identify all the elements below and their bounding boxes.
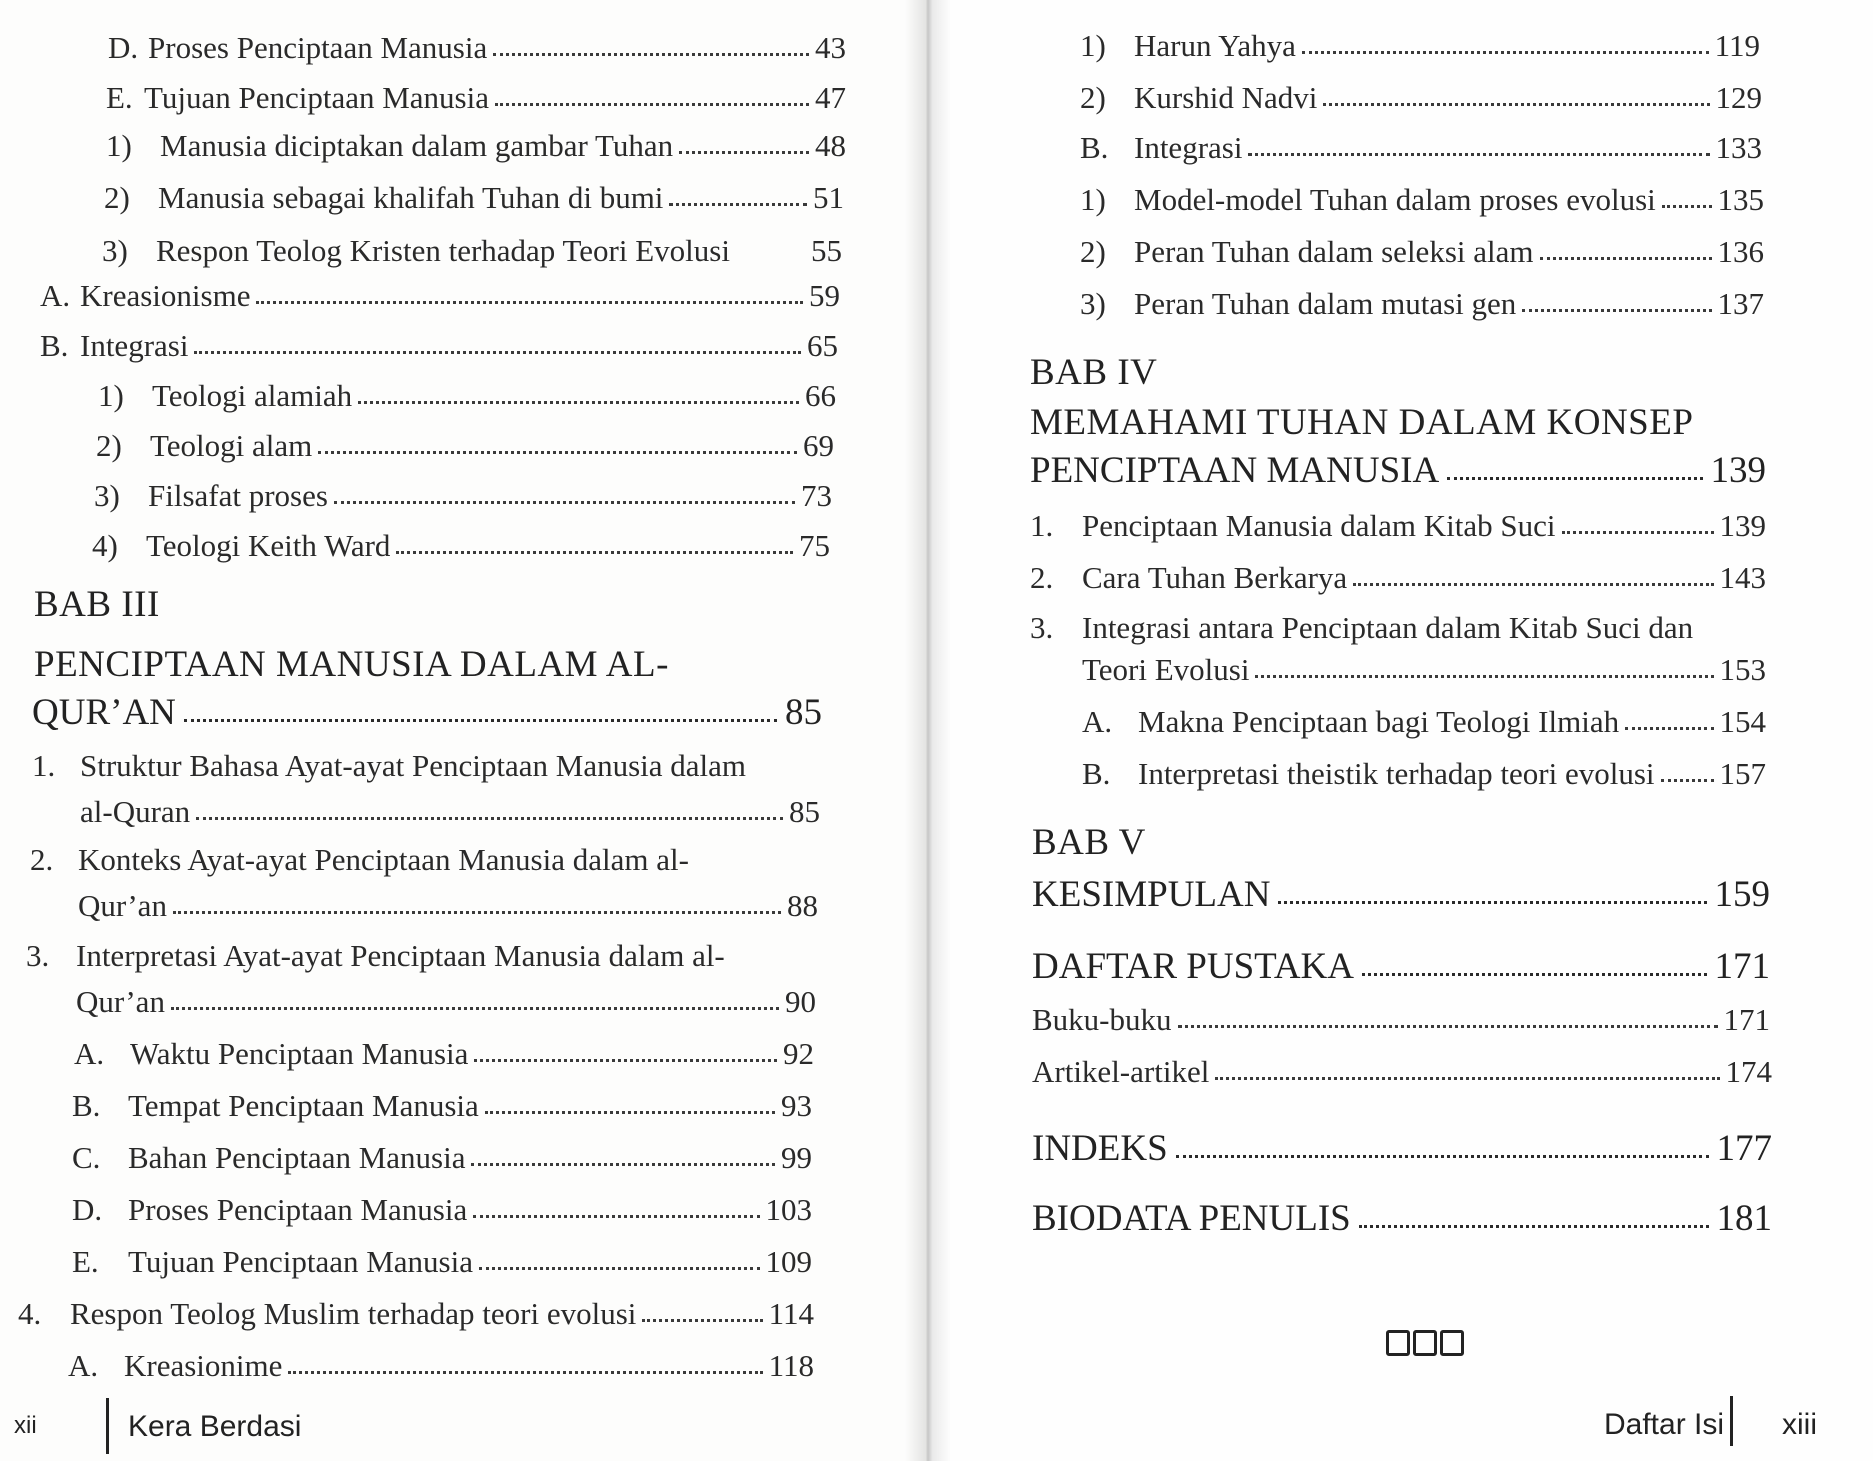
entry-number: A. xyxy=(74,1036,105,1071)
toc-entry[interactable] xyxy=(72,1192,812,1228)
toc-entry[interactable] xyxy=(72,1140,812,1176)
toc-entry[interactable] xyxy=(1082,652,1766,688)
entry-page: 174 xyxy=(1725,1054,1772,1089)
leader-dots xyxy=(194,343,801,354)
index-entry[interactable] xyxy=(1032,1128,1772,1170)
entry-number: B. xyxy=(1080,130,1109,165)
leader-dots xyxy=(1362,965,1707,976)
toc-entry[interactable] xyxy=(96,428,834,464)
toc-entry[interactable] xyxy=(40,278,840,314)
leader-dots xyxy=(736,251,805,259)
entry-page: 137 xyxy=(1717,286,1764,321)
running-title: Kera Berdasi xyxy=(128,1410,302,1443)
leader-dots xyxy=(1447,469,1702,480)
entry-title-cont: Teori Evolusi xyxy=(1082,652,1250,687)
leader-dots xyxy=(669,195,807,206)
leader-dots xyxy=(1540,249,1712,260)
entry-number: 2) xyxy=(1080,234,1106,269)
toc-entry[interactable] xyxy=(106,128,846,164)
chapter-label: BAB V xyxy=(1032,822,1146,863)
entry-page: 93 xyxy=(781,1088,812,1123)
entry-number: B. xyxy=(1082,756,1111,791)
entry-number: 3) xyxy=(1080,286,1106,321)
entry-title: Kreasionisme xyxy=(80,278,251,313)
leader-dots xyxy=(196,809,783,820)
entry-title: Respon Teolog Kristen terhadap Teori Evolusi xyxy=(156,233,730,268)
entry-page: 51 xyxy=(813,180,844,215)
leader-dots xyxy=(288,1363,762,1374)
toc-entry[interactable] xyxy=(1030,560,1766,596)
entry-title: Artikel-artikel xyxy=(1032,1054,1210,1089)
entry-number: 3. xyxy=(1030,610,1054,645)
entry-number: E. xyxy=(72,1244,99,1279)
chapter-entry[interactable] xyxy=(32,692,822,734)
entry-number: A. xyxy=(40,278,71,313)
entry-page: 90 xyxy=(785,984,816,1019)
chapter-entry[interactable] xyxy=(1030,450,1766,492)
entry-title-cont: Qur’an xyxy=(76,984,165,1019)
entry-page: 139 xyxy=(1719,508,1766,543)
index-page: 177 xyxy=(1716,1128,1772,1169)
toc-entry[interactable] xyxy=(1032,1054,1772,1090)
entry-title: Tujuan Penciptaan Manusia xyxy=(144,80,489,115)
toc-entry[interactable] xyxy=(76,984,816,1020)
bibliography-entry[interactable] xyxy=(1032,946,1770,988)
entry-page: 129 xyxy=(1715,80,1762,115)
toc-entry[interactable] xyxy=(1080,286,1764,322)
page-number: xiii xyxy=(1782,1408,1817,1441)
entry-title: Integrasi xyxy=(1134,130,1243,165)
entry-title: Struktur Bahasa Ayat-ayat Penciptaan Manusia dalam xyxy=(80,748,747,783)
toc-entry-line xyxy=(26,938,725,974)
entry-number: D. xyxy=(72,1192,103,1227)
leader-dots xyxy=(679,143,809,154)
chapter-label: BAB III xyxy=(34,584,160,625)
leader-dots xyxy=(358,393,799,404)
bibliography-page: 171 xyxy=(1714,946,1770,987)
chapter-title-line2: PENCIPTAAN MANUSIA xyxy=(1030,450,1440,491)
entry-title: Kreasionime xyxy=(124,1348,283,1383)
toc-entry[interactable] xyxy=(1080,130,1762,166)
entry-page: 75 xyxy=(799,528,830,563)
entry-page: 143 xyxy=(1719,560,1766,595)
entry-page: 154 xyxy=(1719,704,1766,739)
leader-dots xyxy=(1353,575,1713,586)
entry-title: Waktu Penciptaan Manusia xyxy=(130,1036,469,1071)
entry-number: B. xyxy=(40,328,69,363)
entry-number: 2) xyxy=(1080,80,1106,115)
chapter-title: PENCIPTAAN MANUSIA DALAM AL- xyxy=(34,644,669,685)
toc-entry[interactable] xyxy=(104,180,844,216)
entry-title: Teologi alamiah xyxy=(152,378,353,413)
entry-number: 1. xyxy=(1030,508,1054,543)
entry-page: 133 xyxy=(1715,130,1762,165)
chapter-label: BAB IV xyxy=(1030,352,1158,393)
toc-entry-line xyxy=(32,748,746,784)
entry-page: 157 xyxy=(1719,756,1766,791)
leader-dots xyxy=(479,1259,760,1270)
entry-title: Kurshid Nadvi xyxy=(1134,80,1318,115)
leader-dots xyxy=(1248,145,1709,156)
leader-dots xyxy=(642,1311,762,1322)
entry-number: D. xyxy=(108,30,139,65)
entry-title: Manusia sebagai khalifah Tuhan di bumi xyxy=(158,180,664,215)
toc-entry-line xyxy=(30,842,689,878)
leader-dots xyxy=(1302,43,1709,54)
leader-dots xyxy=(1323,95,1709,106)
leader-dots xyxy=(171,999,779,1010)
entry-title: Peran Tuhan dalam seleksi alam xyxy=(1134,234,1534,269)
leader-dots xyxy=(318,443,797,454)
entry-number: 1) xyxy=(1080,182,1106,217)
entry-title: Peran Tuhan dalam mutasi gen xyxy=(1134,286,1517,321)
entry-title: Interpretasi theistik terhadap teori evolusi xyxy=(1138,756,1655,791)
entry-number: 1) xyxy=(1080,28,1106,63)
toc-entry[interactable] xyxy=(108,30,846,66)
toc-entry[interactable] xyxy=(40,328,838,364)
chapter-page: 159 xyxy=(1714,874,1770,915)
leader-dots xyxy=(493,45,809,56)
entry-page: 135 xyxy=(1717,182,1764,217)
leader-dots xyxy=(1625,719,1713,730)
leader-dots xyxy=(1215,1069,1719,1080)
entry-title: Konteks Ayat-ayat Penciptaan Manusia dalam al- xyxy=(78,842,689,877)
toc-entry[interactable] xyxy=(1080,28,1760,64)
entry-title: Manusia diciptakan dalam gambar Tuhan xyxy=(160,128,674,163)
footer-divider xyxy=(1730,1396,1733,1446)
entry-page: 55 xyxy=(811,233,842,268)
entry-page: 59 xyxy=(809,278,840,313)
entry-page: 85 xyxy=(789,794,820,829)
entry-title: Tujuan Penciptaan Manusia xyxy=(128,1244,473,1279)
entry-number: C. xyxy=(72,1140,101,1175)
entry-page: 109 xyxy=(765,1244,812,1279)
leader-dots xyxy=(184,711,777,722)
entry-title: Proses Penciptaan Manusia xyxy=(148,30,488,65)
entry-title: Integrasi xyxy=(80,328,189,363)
entry-title: Interpretasi Ayat-ayat Penciptaan Manusia dalam al- xyxy=(76,938,725,973)
book-gutter xyxy=(905,0,951,1461)
entry-page: 153 xyxy=(1719,652,1766,687)
ornament-box xyxy=(1386,1330,1410,1356)
chapter-title: MEMAHAMI TUHAN DALAM KONSEP xyxy=(1030,402,1694,443)
entry-page: 48 xyxy=(815,128,846,163)
leader-dots xyxy=(256,293,803,304)
toc-entry[interactable] xyxy=(106,80,846,116)
entry-number: 1. xyxy=(32,748,56,783)
running-title: Daftar Isi xyxy=(1604,1408,1725,1441)
entry-title: Bahan Penciptaan Manusia xyxy=(128,1140,466,1175)
toc-entry[interactable] xyxy=(1082,704,1766,740)
chapter-entry[interactable] xyxy=(1032,874,1770,916)
leader-dots xyxy=(1662,197,1712,208)
toc-entry[interactable] xyxy=(94,478,832,514)
entry-title: Teologi Keith Ward xyxy=(146,528,391,563)
toc-entry[interactable] xyxy=(1080,80,1762,116)
entry-number: 2) xyxy=(104,180,130,215)
toc-entry-line xyxy=(1030,610,1693,646)
entry-page: 73 xyxy=(801,478,832,513)
toc-entry[interactable] xyxy=(72,1244,812,1280)
entry-number: 1) xyxy=(98,378,124,413)
entry-title: Tempat Penciptaan Manusia xyxy=(128,1088,479,1123)
entry-title-cont: al-Quran xyxy=(80,794,191,829)
toc-entry[interactable] xyxy=(92,528,830,564)
chapter-page: 139 xyxy=(1710,450,1766,491)
entry-title: Proses Penciptaan Manusia xyxy=(128,1192,468,1227)
toc-entry[interactable] xyxy=(1030,508,1766,544)
entry-page: 43 xyxy=(815,30,846,65)
leader-dots xyxy=(473,1207,759,1218)
entry-number: E. xyxy=(106,80,133,115)
biodata-title: BIODATA PENULIS xyxy=(1032,1198,1351,1239)
entry-title: Penciptaan Manusia dalam Kitab Suci xyxy=(1082,508,1556,543)
entry-title: Cara Tuhan Berkarya xyxy=(1082,560,1348,595)
leader-dots xyxy=(1178,1017,1718,1028)
entry-title-cont: Qur’an xyxy=(78,888,167,923)
entry-number: 4. xyxy=(18,1296,42,1331)
entry-page: 119 xyxy=(1714,28,1760,63)
toc-entry[interactable] xyxy=(72,1088,812,1124)
toc-entry[interactable] xyxy=(1080,234,1764,270)
toc-entry[interactable] xyxy=(1082,756,1766,792)
index-title: INDEKS xyxy=(1032,1128,1168,1169)
leader-dots xyxy=(485,1103,775,1114)
leader-dots xyxy=(173,903,781,914)
ornament-box xyxy=(1413,1330,1437,1356)
entry-title: Buku-buku xyxy=(1032,1002,1172,1037)
leader-dots xyxy=(471,1155,775,1166)
entry-number: 2. xyxy=(1030,560,1054,595)
entry-number: B. xyxy=(72,1088,101,1123)
entry-title: Integrasi antara Penciptaan dalam Kitab Suci dan xyxy=(1082,610,1694,645)
leader-dots xyxy=(1661,771,1714,782)
entry-number: 2. xyxy=(30,842,54,877)
entry-title: Filsafat proses xyxy=(148,478,328,513)
leader-dots xyxy=(1359,1217,1709,1228)
entry-page: 65 xyxy=(807,328,838,363)
right-page xyxy=(928,0,1873,1461)
entry-page: 171 xyxy=(1723,1002,1770,1037)
entry-page: 88 xyxy=(787,888,818,923)
left-page xyxy=(0,0,928,1461)
toc-entry[interactable] xyxy=(1032,1002,1770,1038)
entry-page: 118 xyxy=(768,1348,814,1383)
toc-entry[interactable] xyxy=(1080,182,1764,218)
toc-entry[interactable] xyxy=(102,233,842,269)
entry-number: 3) xyxy=(102,233,128,268)
biodata-page: 181 xyxy=(1716,1198,1772,1239)
leader-dots xyxy=(1176,1147,1709,1158)
chapter-page: 85 xyxy=(785,692,822,733)
entry-page: 47 xyxy=(815,80,846,115)
entry-page: 136 xyxy=(1717,234,1764,269)
entry-number: A. xyxy=(68,1348,99,1383)
leader-dots xyxy=(1562,523,1714,534)
entry-number: 2) xyxy=(96,428,122,463)
leader-dots xyxy=(396,543,793,554)
entry-number: 3. xyxy=(26,938,50,973)
entry-page: 114 xyxy=(768,1296,814,1331)
toc-entry[interactable] xyxy=(80,794,820,830)
entry-page: 66 xyxy=(805,378,836,413)
entry-page: 103 xyxy=(765,1192,812,1227)
toc-entry[interactable] xyxy=(18,1296,814,1332)
toc-entry[interactable] xyxy=(74,1036,814,1072)
footer-divider xyxy=(106,1398,109,1454)
leader-dots xyxy=(334,493,795,504)
leader-dots xyxy=(1255,667,1713,678)
leader-dots xyxy=(474,1051,777,1062)
leader-dots xyxy=(1522,301,1711,312)
entry-page: 92 xyxy=(783,1036,814,1071)
entry-number: 4) xyxy=(92,528,118,563)
entry-number: 1) xyxy=(106,128,132,163)
entry-title: Teologi alam xyxy=(150,428,313,463)
biodata-entry[interactable] xyxy=(1032,1198,1772,1240)
leader-dots xyxy=(495,95,809,106)
chapter-title: KESIMPULAN xyxy=(1032,874,1271,915)
toc-entry[interactable] xyxy=(68,1348,814,1384)
entry-page: 99 xyxy=(781,1140,812,1175)
page-number: xii xyxy=(14,1412,37,1439)
bibliography-title: DAFTAR PUSTAKA xyxy=(1032,946,1354,987)
end-ornament-icon xyxy=(1386,1330,1464,1356)
entry-number: A. xyxy=(1082,704,1113,739)
entry-title: Harun Yahya xyxy=(1134,28,1296,63)
entry-title: Model-model Tuhan dalam proses evolusi xyxy=(1134,182,1656,217)
leader-dots xyxy=(1278,893,1706,904)
ornament-box xyxy=(1440,1330,1464,1356)
entry-number: 3) xyxy=(94,478,120,513)
toc-entry[interactable] xyxy=(78,888,818,924)
entry-page: 69 xyxy=(803,428,834,463)
entry-title: Respon Teolog Muslim terhadap teori evolusi xyxy=(70,1296,637,1331)
entry-title: Makna Penciptaan bagi Teologi Ilmiah xyxy=(1138,704,1620,739)
toc-entry[interactable] xyxy=(98,378,836,414)
chapter-title-line2: QUR’AN xyxy=(32,692,176,733)
